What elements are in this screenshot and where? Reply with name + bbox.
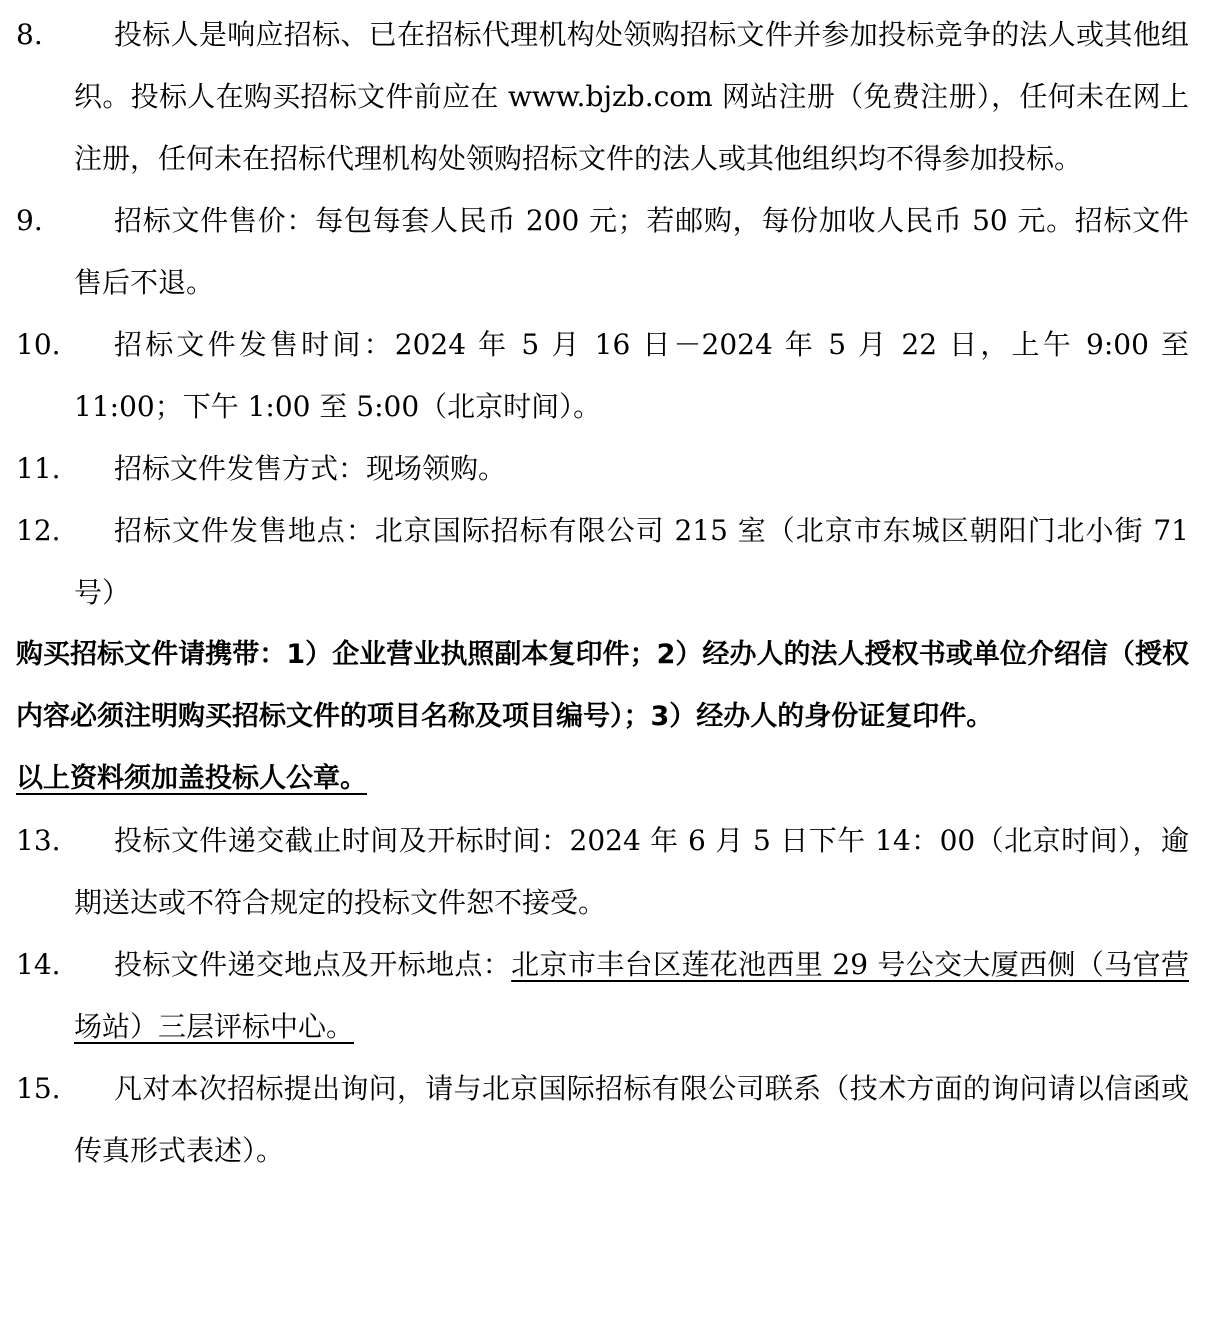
- list-item-14: [16, 934, 1189, 1058]
- item-lead-text: 投标文件递交地点及开标地点：: [114, 948, 512, 981]
- list-item-11: [16, 438, 1189, 500]
- item-text: 凡对本次招标提出询问，请与北京国际招标有限公司联系（技术方面的询问请以信函或传真形式表述）。: [74, 1072, 1189, 1167]
- item-text: 招标文件发售地点：北京国际招标有限公司 215 室（北京市东城区朝阳门北小街 71 号）: [74, 514, 1189, 609]
- item-number: 11.: [16, 452, 61, 485]
- list-item-9: [16, 190, 1189, 314]
- item-number: 8.: [16, 18, 43, 51]
- item-number: 12.: [16, 514, 61, 547]
- list-item-8: [16, 4, 1189, 190]
- list-item-13: [16, 810, 1189, 934]
- list-item-15: [16, 1058, 1189, 1182]
- stamp-requirement-note: [16, 748, 1189, 810]
- item-number: 15.: [16, 1072, 61, 1105]
- venue-address: 北京市丰台区莲花池西里 29 号公交大厦西侧（马官营场站）三层评标中心。: [74, 948, 1189, 1043]
- item-text: 招标文件售价：每包每套人民币 200 元；若邮购，每份加收人民币 50 元。招标文件售后不退。: [74, 204, 1189, 299]
- item-number: 13.: [16, 824, 61, 857]
- item-number: 9.: [16, 204, 43, 237]
- stamp-requirement-text: 以上资料须加盖投标人公章。: [16, 763, 367, 794]
- item-text: 投标人是响应招标、已在招标代理机构处领购招标文件并参加投标竞争的法人或其他组织。投标人在购买招标文件前应在 www.bjzb.com 网站注册（免费注册），任何未在网上注册，任何未在招标代理机构处领购招标文件的法人或其他组织均不得参加投标。: [74, 18, 1189, 175]
- item-number: 10.: [16, 328, 61, 361]
- list-item-12: [16, 500, 1189, 624]
- list-item-10: [16, 314, 1189, 438]
- item-text: [74, 934, 1189, 1058]
- documents-to-bring-note: 购买招标文件请携带：1）企业营业执照副本复印件；2）经办人的法人授权书或单位介绍信（授权内容必须注明购买招标文件的项目名称及项目编号）；3）经办人的身份证复印件。: [16, 639, 1189, 732]
- item-number: 14.: [16, 948, 61, 981]
- item-text: 投标文件递交截止时间及开标时间：2024 年 6 月 5 日下午 14：00（北京时间），逾期送达或不符合规定的投标文件恕不接受。: [74, 824, 1189, 919]
- item-text: 招标文件发售时间：2024 年 5 月 16 日－2024 年 5 月 22 日，上午 9:00 至 11:00；下午 1:00 至 5:00（北京时间）。: [74, 328, 1189, 423]
- item-text: 招标文件发售方式：现场领购。: [114, 452, 507, 485]
